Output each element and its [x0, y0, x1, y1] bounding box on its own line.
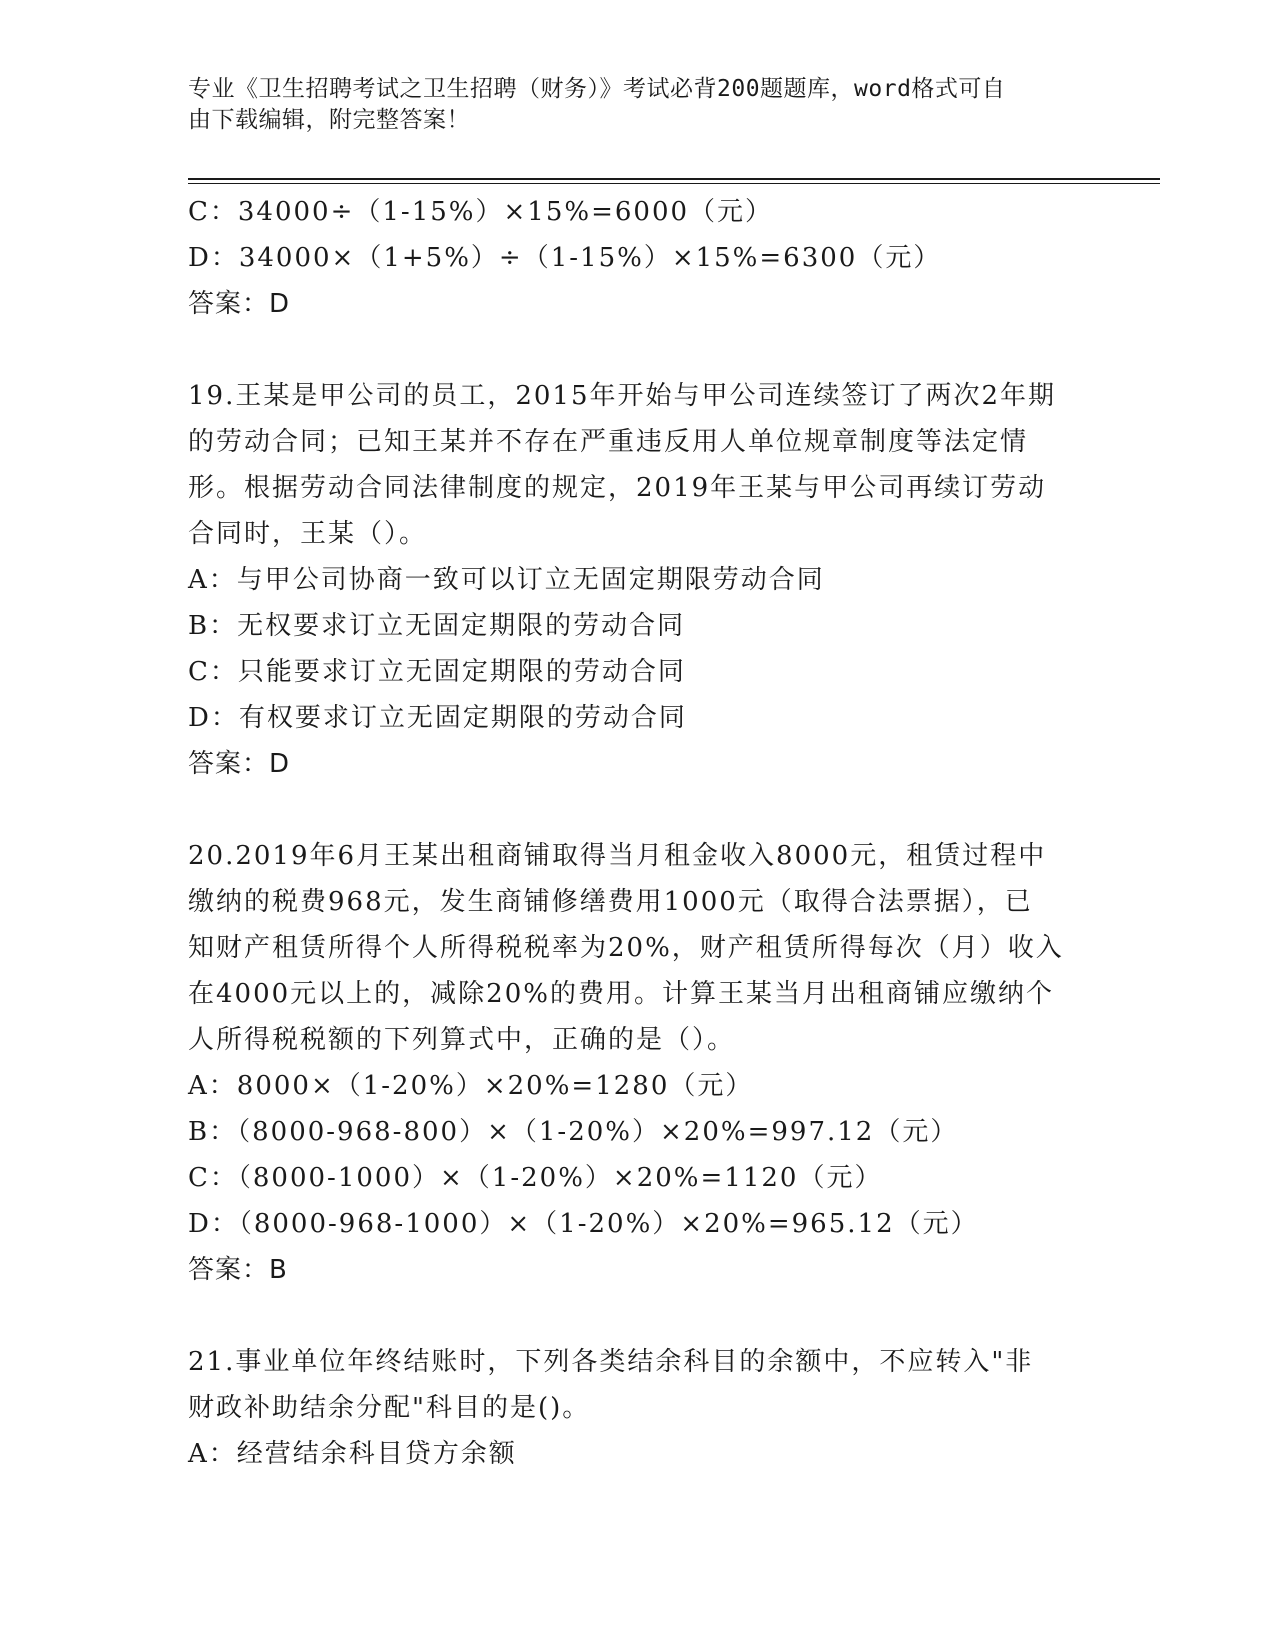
header-line-2: 由下载编辑，附完整答案！: [188, 107, 470, 133]
document-body: [188, 189, 1088, 1477]
question-20-answer: 答案：B: [188, 1255, 288, 1285]
question-18-option-d: D：34000×（1+5%）÷（1-15%）×15%=6300（元）: [188, 243, 942, 273]
question-20-option-a: A：8000×（1-20%）×20%=1280（元）: [188, 1071, 754, 1101]
question-20-stem-line: 知财产租赁所得个人所得税税率为20%，财产租赁所得每次（月）收入: [188, 933, 1064, 963]
spacer: [188, 327, 1088, 373]
question-18-answer: 答案：D: [188, 289, 291, 319]
spacer: [188, 787, 1088, 833]
question-19-option-c: C：只能要求订立无固定期限的劳动合同: [188, 657, 686, 687]
question-21: [188, 1339, 1088, 1477]
question-19-stem-line: 形。根据劳动合同法律制度的规定，2019年王某与甲公司再续订劳动: [188, 473, 1047, 503]
document-header: [188, 74, 1088, 136]
question-21-stem-line: 财政补助结余分配"科目的是()。: [188, 1393, 591, 1423]
question-19-option-a: A：与甲公司协商一致可以订立无固定期限劳动合同: [188, 565, 825, 595]
question-19-option-d: D：有权要求订立无固定期限的劳动合同: [188, 703, 687, 733]
question-18-option-c: C：34000÷（1-15%）×15%=6000（元）: [188, 197, 774, 227]
question-19-stem-line: 合同时，王某（）。: [188, 519, 428, 549]
question-20-option-b: B：（8000-968-800）×（1-20%）×20%=997.12（元）: [188, 1117, 959, 1147]
question-20: [188, 833, 1088, 1293]
question-20-stem-line: 人所得税税额的下列算式中，正确的是（）。: [188, 1025, 736, 1055]
question-19-stem-line: 的劳动合同；已知王某并不存在严重违反用人单位规章制度等法定情: [188, 427, 1029, 457]
header-divider-thick: [188, 178, 1160, 180]
header-divider-thin: [188, 183, 1160, 184]
question-21-option-a: A：经营结余科目贷方余额: [188, 1439, 517, 1469]
question-19-option-b: B：无权要求订立无固定期限的劳动合同: [188, 611, 686, 641]
question-20-stem-line: 缴纳的税费968元，发生商铺修缮费用1000元（取得合法票据），已: [188, 887, 1033, 917]
question-19-stem-line: 19.王某是甲公司的员工，2015年开始与甲公司连续签订了两次2年期: [188, 381, 1057, 411]
question-20-stem-line: 20.2019年6月王某出租商铺取得当月租金收入8000元，租赁过程中: [188, 841, 1047, 871]
header-line-1: 专业《卫生招聘考试之卫生招聘（财务）》考试必背200题题库，word格式可自: [188, 76, 1006, 102]
question-19-answer: 答案：D: [188, 749, 291, 779]
question-20-option-d: D：（8000-968-1000）×（1-20%）×20%=965.12（元）: [188, 1209, 979, 1239]
question-20-stem-line: 在4000元以上的，减除20%的费用。计算王某当月出租商铺应缴纳个: [188, 979, 1054, 1009]
spacer: [188, 1293, 1088, 1339]
question-21-stem-line: 21.事业单位年终结账时，下列各类结余科目的余额中，不应转入"非: [188, 1347, 1034, 1377]
question-20-option-c: C：（8000-1000）×（1-20%）×20%=1120（元）: [188, 1163, 883, 1193]
question-19: [188, 373, 1088, 787]
question-18: [188, 189, 1088, 327]
